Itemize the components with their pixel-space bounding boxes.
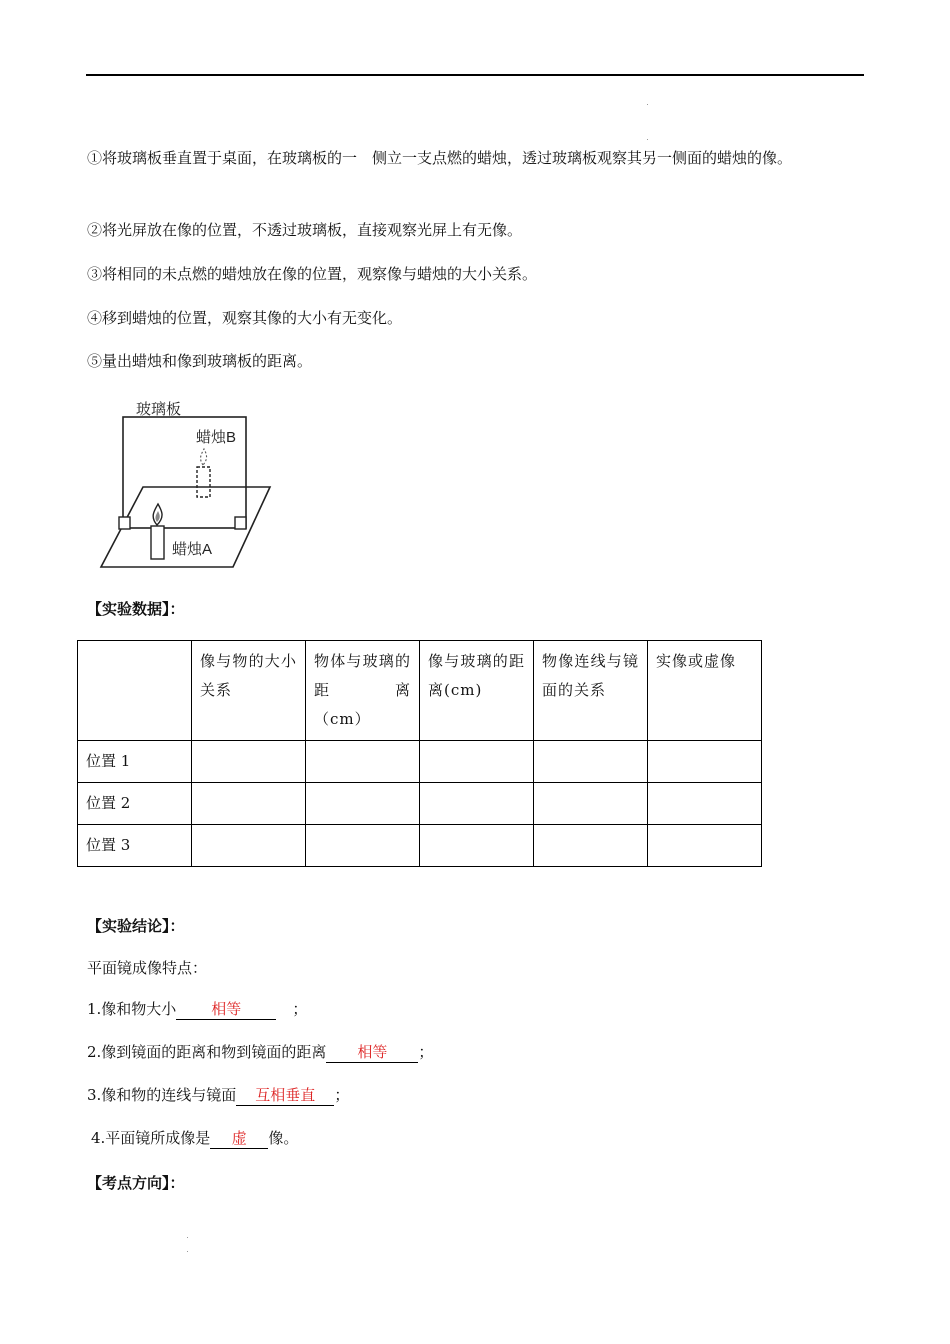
- conclusion-heading: 【实验结论】：: [87, 917, 185, 935]
- glass-plate-label: 玻璃板: [136, 401, 182, 418]
- speck: [647, 139, 648, 140]
- speck: [187, 1251, 188, 1252]
- table-cell: [420, 825, 534, 867]
- conclusion-intro: 平面镜成像特点：: [87, 959, 208, 977]
- conclusion-1-punct: ；: [292, 1000, 308, 1018]
- table-header-cell: 像与玻璃的距离(cm): [420, 641, 534, 741]
- table-header-cell: [78, 641, 192, 741]
- table-cell: [420, 783, 534, 825]
- table-header-row: [78, 641, 762, 741]
- step-5: ⑤量出蜡烛和像到玻璃板的距离。: [87, 352, 313, 370]
- table-row: [78, 825, 762, 867]
- clamp-right: [235, 517, 246, 529]
- table-cell: [192, 741, 306, 783]
- table-cell: [306, 783, 420, 825]
- speck: [187, 1237, 188, 1238]
- candle-a: [151, 526, 164, 559]
- header-rule: [86, 74, 864, 76]
- table-cell: [534, 825, 648, 867]
- clamp-left: [119, 517, 130, 529]
- conclusion-1-text: 1.像和物大小: [87, 1000, 177, 1018]
- conclusion-2: [87, 1040, 433, 1064]
- table-header-cell: 像与物的大小关系: [192, 641, 306, 741]
- table-cell: [420, 741, 534, 783]
- row-label: 位置 1: [78, 741, 192, 783]
- speck: [647, 104, 648, 105]
- conclusion-4-text: 4.平面镜所成像是: [91, 1129, 211, 1147]
- table-cell: [192, 825, 306, 867]
- conclusion-2-punct: ；: [418, 1043, 434, 1061]
- row-label: 位置 3: [78, 825, 192, 867]
- table-header-cell: 实像或虚像: [648, 641, 762, 741]
- experiment-figure: [98, 395, 278, 575]
- conclusion-3-punct: ；: [334, 1086, 350, 1104]
- table-cell: [648, 783, 762, 825]
- conclusion-4-answer: 虚: [210, 1128, 268, 1149]
- conclusion-2-answer: 相等: [326, 1042, 418, 1063]
- table-cell: [648, 741, 762, 783]
- table-row: [78, 783, 762, 825]
- row-label: 位置 2: [78, 783, 192, 825]
- data-heading: 【实验数据】：: [87, 600, 185, 618]
- step-2: ②将光屏放在像的位置，不透过玻璃板，直接观察光屏上有无像。: [87, 221, 523, 239]
- candle-b: [197, 467, 210, 497]
- table-cell: [306, 825, 420, 867]
- candle-a-label: 蜡烛A: [172, 541, 213, 558]
- conclusion-4: [91, 1126, 298, 1150]
- conclusion-1-answer: 相等: [176, 999, 276, 1020]
- conclusion-3-text: 3.像和物的连线与镜面: [87, 1086, 237, 1104]
- table-row: [78, 741, 762, 783]
- data-table: [77, 640, 762, 867]
- conclusion-3-answer: 互相垂直: [236, 1085, 334, 1106]
- conclusion-4-punct: 像。: [268, 1129, 299, 1147]
- candle-b-flame: [201, 449, 207, 465]
- table-cell: [534, 741, 648, 783]
- table-cell: [534, 783, 648, 825]
- table-header-cell: 物像连线与镜面的关系: [534, 641, 648, 741]
- exam-heading: 【考点方向】：: [87, 1174, 185, 1192]
- conclusion-1: [87, 997, 307, 1021]
- step-1: ①将玻璃板垂直置于桌面，在玻璃板的一 侧立一支点燃的蜡烛，透过玻璃板观察其另一侧面的蜡烛的像。: [87, 149, 793, 167]
- table-cell: [306, 741, 420, 783]
- mirror-setup-diagram: [98, 395, 278, 575]
- candle-b-label: 蜡烛B: [196, 429, 237, 446]
- table-cell: [648, 825, 762, 867]
- table-cell: [192, 783, 306, 825]
- conclusion-2-text: 2.像到镜面的距离和物到镜面的距离: [87, 1043, 327, 1061]
- conclusion-3: [87, 1083, 349, 1107]
- step-3: ③将相同的未点燃的蜡烛放在像的位置，观察像与蜡烛的大小关系。: [87, 265, 538, 283]
- table-header-cell: 物体与玻璃的 距 离（cm）: [306, 641, 420, 741]
- step-4: ④移到蜡烛的位置，观察其像的大小有无变化。: [87, 309, 403, 327]
